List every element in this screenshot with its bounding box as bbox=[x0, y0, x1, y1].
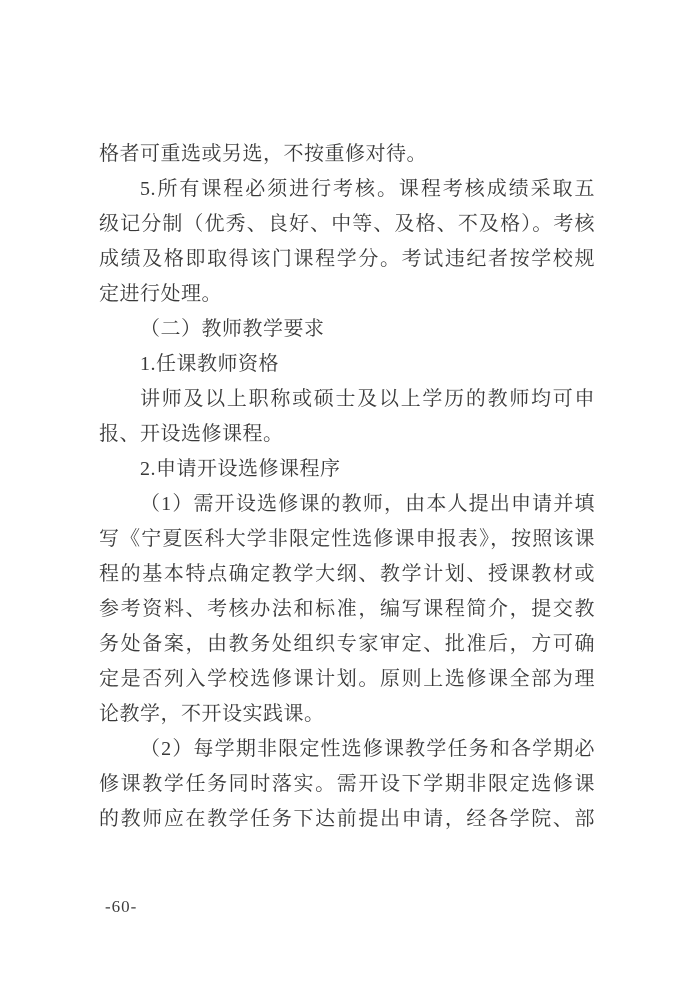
subsection-heading-line: 1.任课教师资格 bbox=[140, 353, 279, 375]
text-line: 级记分制（优秀、良好、中等、及格、不及格）。考核 bbox=[99, 213, 595, 235]
text-line: 格者可重选或另选，不按重修对待。 bbox=[99, 143, 427, 165]
text-line: 参考资料、考核办法和标准，编写课程简介，提交教 bbox=[99, 598, 595, 620]
text-line: 写《宁夏医科大学非限定性选修课申报表》，按照该课 bbox=[99, 528, 595, 550]
text-line: 讲师及以上职称或硕士及以上学历的教师均可申 bbox=[140, 388, 595, 410]
text-line: 的教师应在教学任务下达前提出申请，经各学院、部 bbox=[99, 808, 595, 830]
text-line: 务处备案，由教务处组织专家审定、批准后，方可确 bbox=[99, 633, 595, 655]
document-text-block bbox=[99, 137, 595, 837]
text-line: 定是否列入学校选修课计划。原则上选修课全部为理 bbox=[99, 668, 595, 690]
text-line: 论教学，不开设实践课。 bbox=[99, 703, 325, 725]
section-heading-line: （二）教师教学要求 bbox=[140, 318, 325, 340]
subsection-heading-line: 2.申请开设选修课程序 bbox=[140, 458, 341, 480]
text-line: 定进行处理。 bbox=[99, 283, 222, 305]
text-line: 程的基本特点确定教学大纲、教学计划、授课教材或 bbox=[99, 563, 595, 585]
text-line: 成绩及格即取得该门课程学分。考试违纪者按学校规 bbox=[99, 248, 595, 270]
page-number: -60- bbox=[105, 897, 138, 916]
text-line: 报、开设选修课程。 bbox=[99, 423, 284, 445]
text-line: （1）需开设选修课的教师，由本人提出申请并填 bbox=[140, 493, 595, 515]
text-line: （2）每学期非限定性选修课教学任务和各学期必 bbox=[140, 738, 595, 760]
text-line: 5.所有课程必须进行考核。课程考核成绩采取五 bbox=[140, 178, 595, 200]
text-line: 修课教学任务同时落实。需开设下学期非限定选修课 bbox=[99, 773, 595, 795]
